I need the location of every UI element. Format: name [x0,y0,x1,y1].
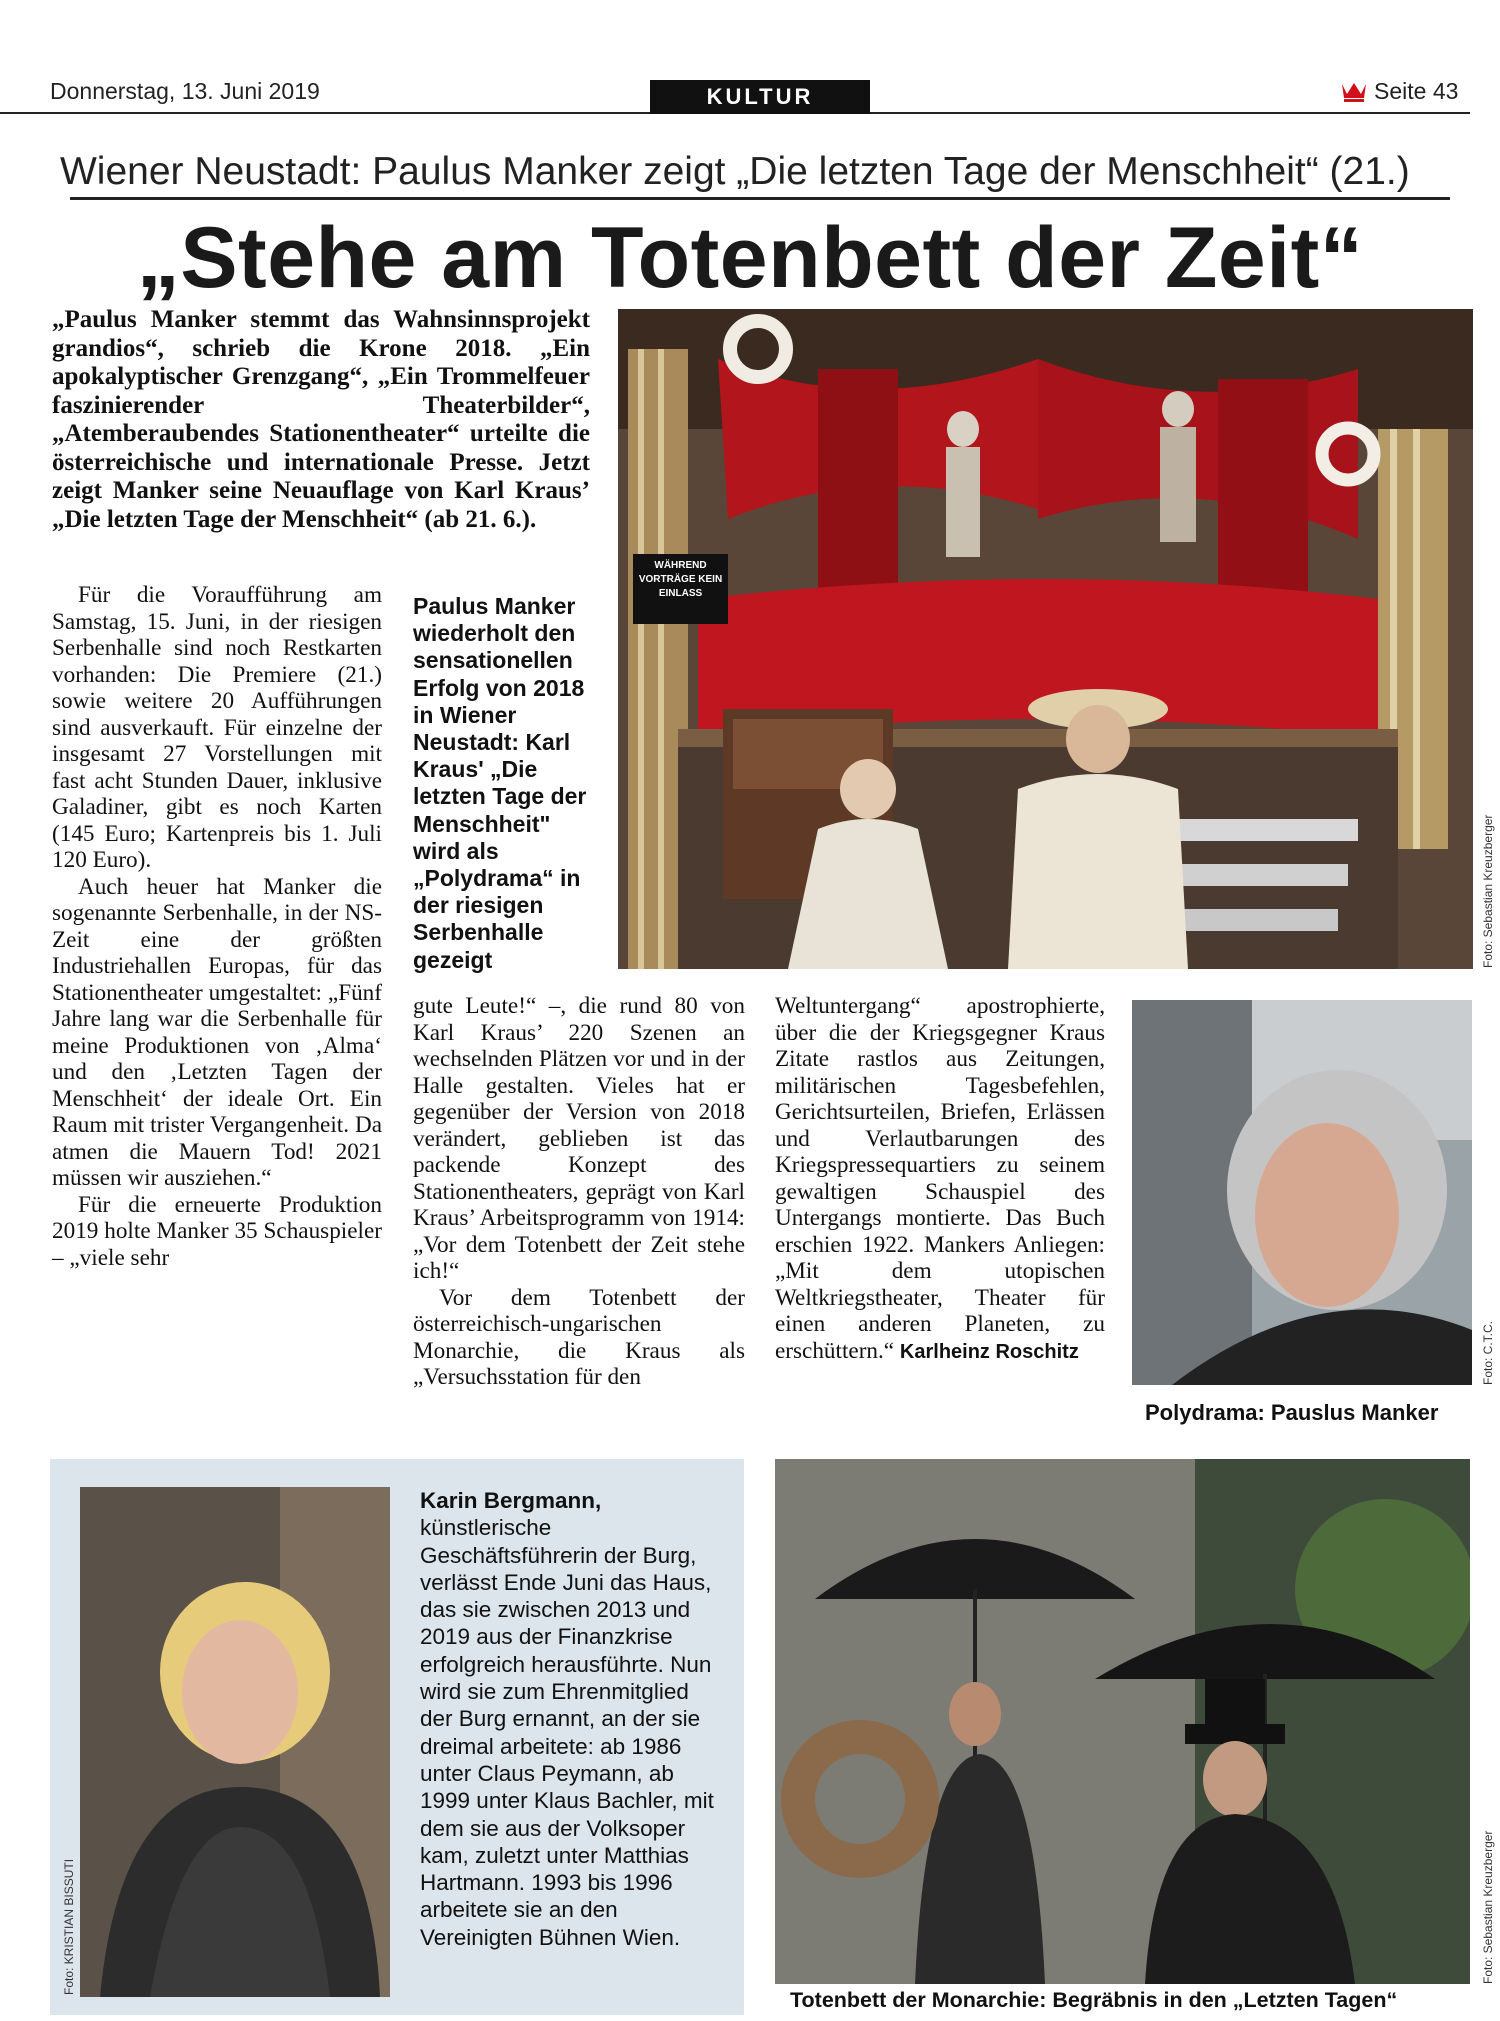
main-photo-caption: Paulus Manker wiederholt den sensationellen Erfolg von 2018 in Wiener Neustadt: Karl Kraus' „Die letzten Tage der Menschheit" wird als „Polydrama“ in der riesigen Serbenhalle gezeigt [413,593,587,973]
issue-date: Donnerstag, 13. Juni 2019 [50,78,320,104]
body-paragraph: gute Leute!“ –, die rund 80 von Karl Kraus’ 220 Szenen an wechselnden Plätzen vor und in der Halle gestalten. Vieles hat er gegenüber der Version von 2018 verändert, geblieben ist das packende Konzept des Stationentheaters, geprägt von Karl Kraus’ Arbeitsprogramm von 1914: „Vor dem Totenbett der Zeit stehe ich!“ [413,993,745,1284]
stage-illustration [618,309,1473,969]
body-column-1 [52,582,382,1271]
portrait-photo-caption: Polydrama: Pauslus Manker [1145,1400,1439,1425]
body-column-3 [775,993,1105,1365]
section-label: KULTUR [650,80,870,114]
portrait-illustration [1132,1000,1472,1385]
funeral-photo [775,1459,1470,1984]
author-byline: Karlheinz Roschitz [899,1340,1079,1363]
headline: „Stehe am Totenbett der Zeit“ [136,210,1364,306]
funeral-illustration [775,1459,1470,1984]
body-paragraph: Für die erneuerte Produktion 2019 holte Manker 35 Schauspieler – „viele sehr [52,1191,382,1271]
infobox-body: künstlerische Geschäftsführerin der Burg, verlässt Ende Juni das Haus, das sie zwischen 2013 und 2019 aus der Finanzkrise erfolgreich herausführte. Nun wird sie zum Ehrenmitglied der Burg ernannt, an der sie dreimal arbeitete: ab 1986 unter Claus Peymann, ab 1999 unter Klaus Bachler, mit dem sie aus der Volksoper kam, zuletzt unter Matthias Hartmann. 1993 bis 1996 arbeitete sie an den Vereinigten Bühnen Wien. [420,1515,714,1950]
infobox-name: Karin Bergmann, [420,1488,602,1513]
page-number: Seite 43 [1374,78,1459,104]
body-paragraph: Für die Voraufführung am Samstag, 15. Juni, in der riesigen Serbenhalle sind noch Restkarten vorhanden: Die Premiere (21.) sowie weitere 20 Aufführungen sind ausverkauft. Für einzelne der insgesamt 27 Vorstellungen mit fast acht Stunden Dauer, inklusive Galadiner, gibt es noch Karten (145 Euro; Kartenpreis bis 1. Juli 120 Euro). [52,582,382,873]
crown-icon [1340,80,1368,102]
funeral-photo-caption: Totenbett der Monarchie: Begräbnis in den „Letzten Tagen“ [790,1988,1398,2012]
header-rule-right [870,112,1470,114]
infobox-photo-credit: Foto: KRISTIAN BISSUTI [62,1858,76,1995]
funeral-photo-credit: Foto: Sebastian Kreuzberger [1481,1830,1495,1984]
body-column-2 [413,993,745,1391]
body-paragraph: Vor dem Totenbett der österreichisch-ungarischen Monarchie, die Kraus als „Versuchsstation für den [413,1284,745,1390]
body-text: Weltuntergang“ apostrophierte, über die der Kriegsgegner Kraus Zitate rastlos aus Zeitungen, militärischen Tagesbefehlen, Gerichtsurteilen, Briefen, Erlässen und Verlautbarungen des Kriegspressequartiers zu seinem gewaltigen Schauspiel des Untergangs montierte. Das Buch erschien 1922. Mankers Anliegen: „Mit dem utopischen Weltkriegstheater, Theater für einen anderen Planeten, zu erschüttern.“ [775,993,1105,1364]
kicker-underline [70,197,1450,200]
main-photo [618,309,1473,969]
body-paragraph [775,993,1105,1365]
infobox-text [420,1487,720,1951]
body-paragraph: Auch heuer hat Manker die sogenannte Serbenhalle, in der NS-Zeit eine der größten Industriehallen Europas, für das Stationentheater umgestaltet: „Fünf Jahre lang war die Serbenhalle für meine Produktionen von ‚Alma‘ und den ‚Letzten Tagen der Menschheit‘ der ideale Ort. Ein Raum mit trister Vergangenheit. Da atmen die Mauern Tod! 2021 müssen wir ausziehen.“ [52,873,382,1191]
portrait-photo-credit: Foto: C.T.C. [1481,1320,1495,1385]
kicker: Wiener Neustadt: Paulus Manker zeigt „Die letzten Tage der Menschheit“ (21.) [60,150,1410,193]
stage-sign-text: WÄHREND VORTRÄGE KEIN EINLASS [638,560,723,599]
lead-paragraph: „Paulus Manker stemmt das Wahnsinnsprojekt grandios“, schrieb die Krone 2018. „Ein apokalyptischer Grenzgang“, „Ein Trommelfeuer faszinierender Theaterbilder“, „Atemberaubendes Stationentheater“ urteilte die österreichische und internationale Presse. Jetzt zeigt Manker seine Neuauflage von Karl Kraus’ „Die letzten Tage der Menschheit“ (ab 21. 6.). [52,306,590,533]
infobox-photo [80,1487,390,1997]
main-photo-credit: Foto: Sebastian Kreuzberger [1481,814,1495,968]
portrait-photo [1132,1000,1472,1385]
header-rule-left [0,112,650,114]
infobox-illustration [80,1487,390,1997]
